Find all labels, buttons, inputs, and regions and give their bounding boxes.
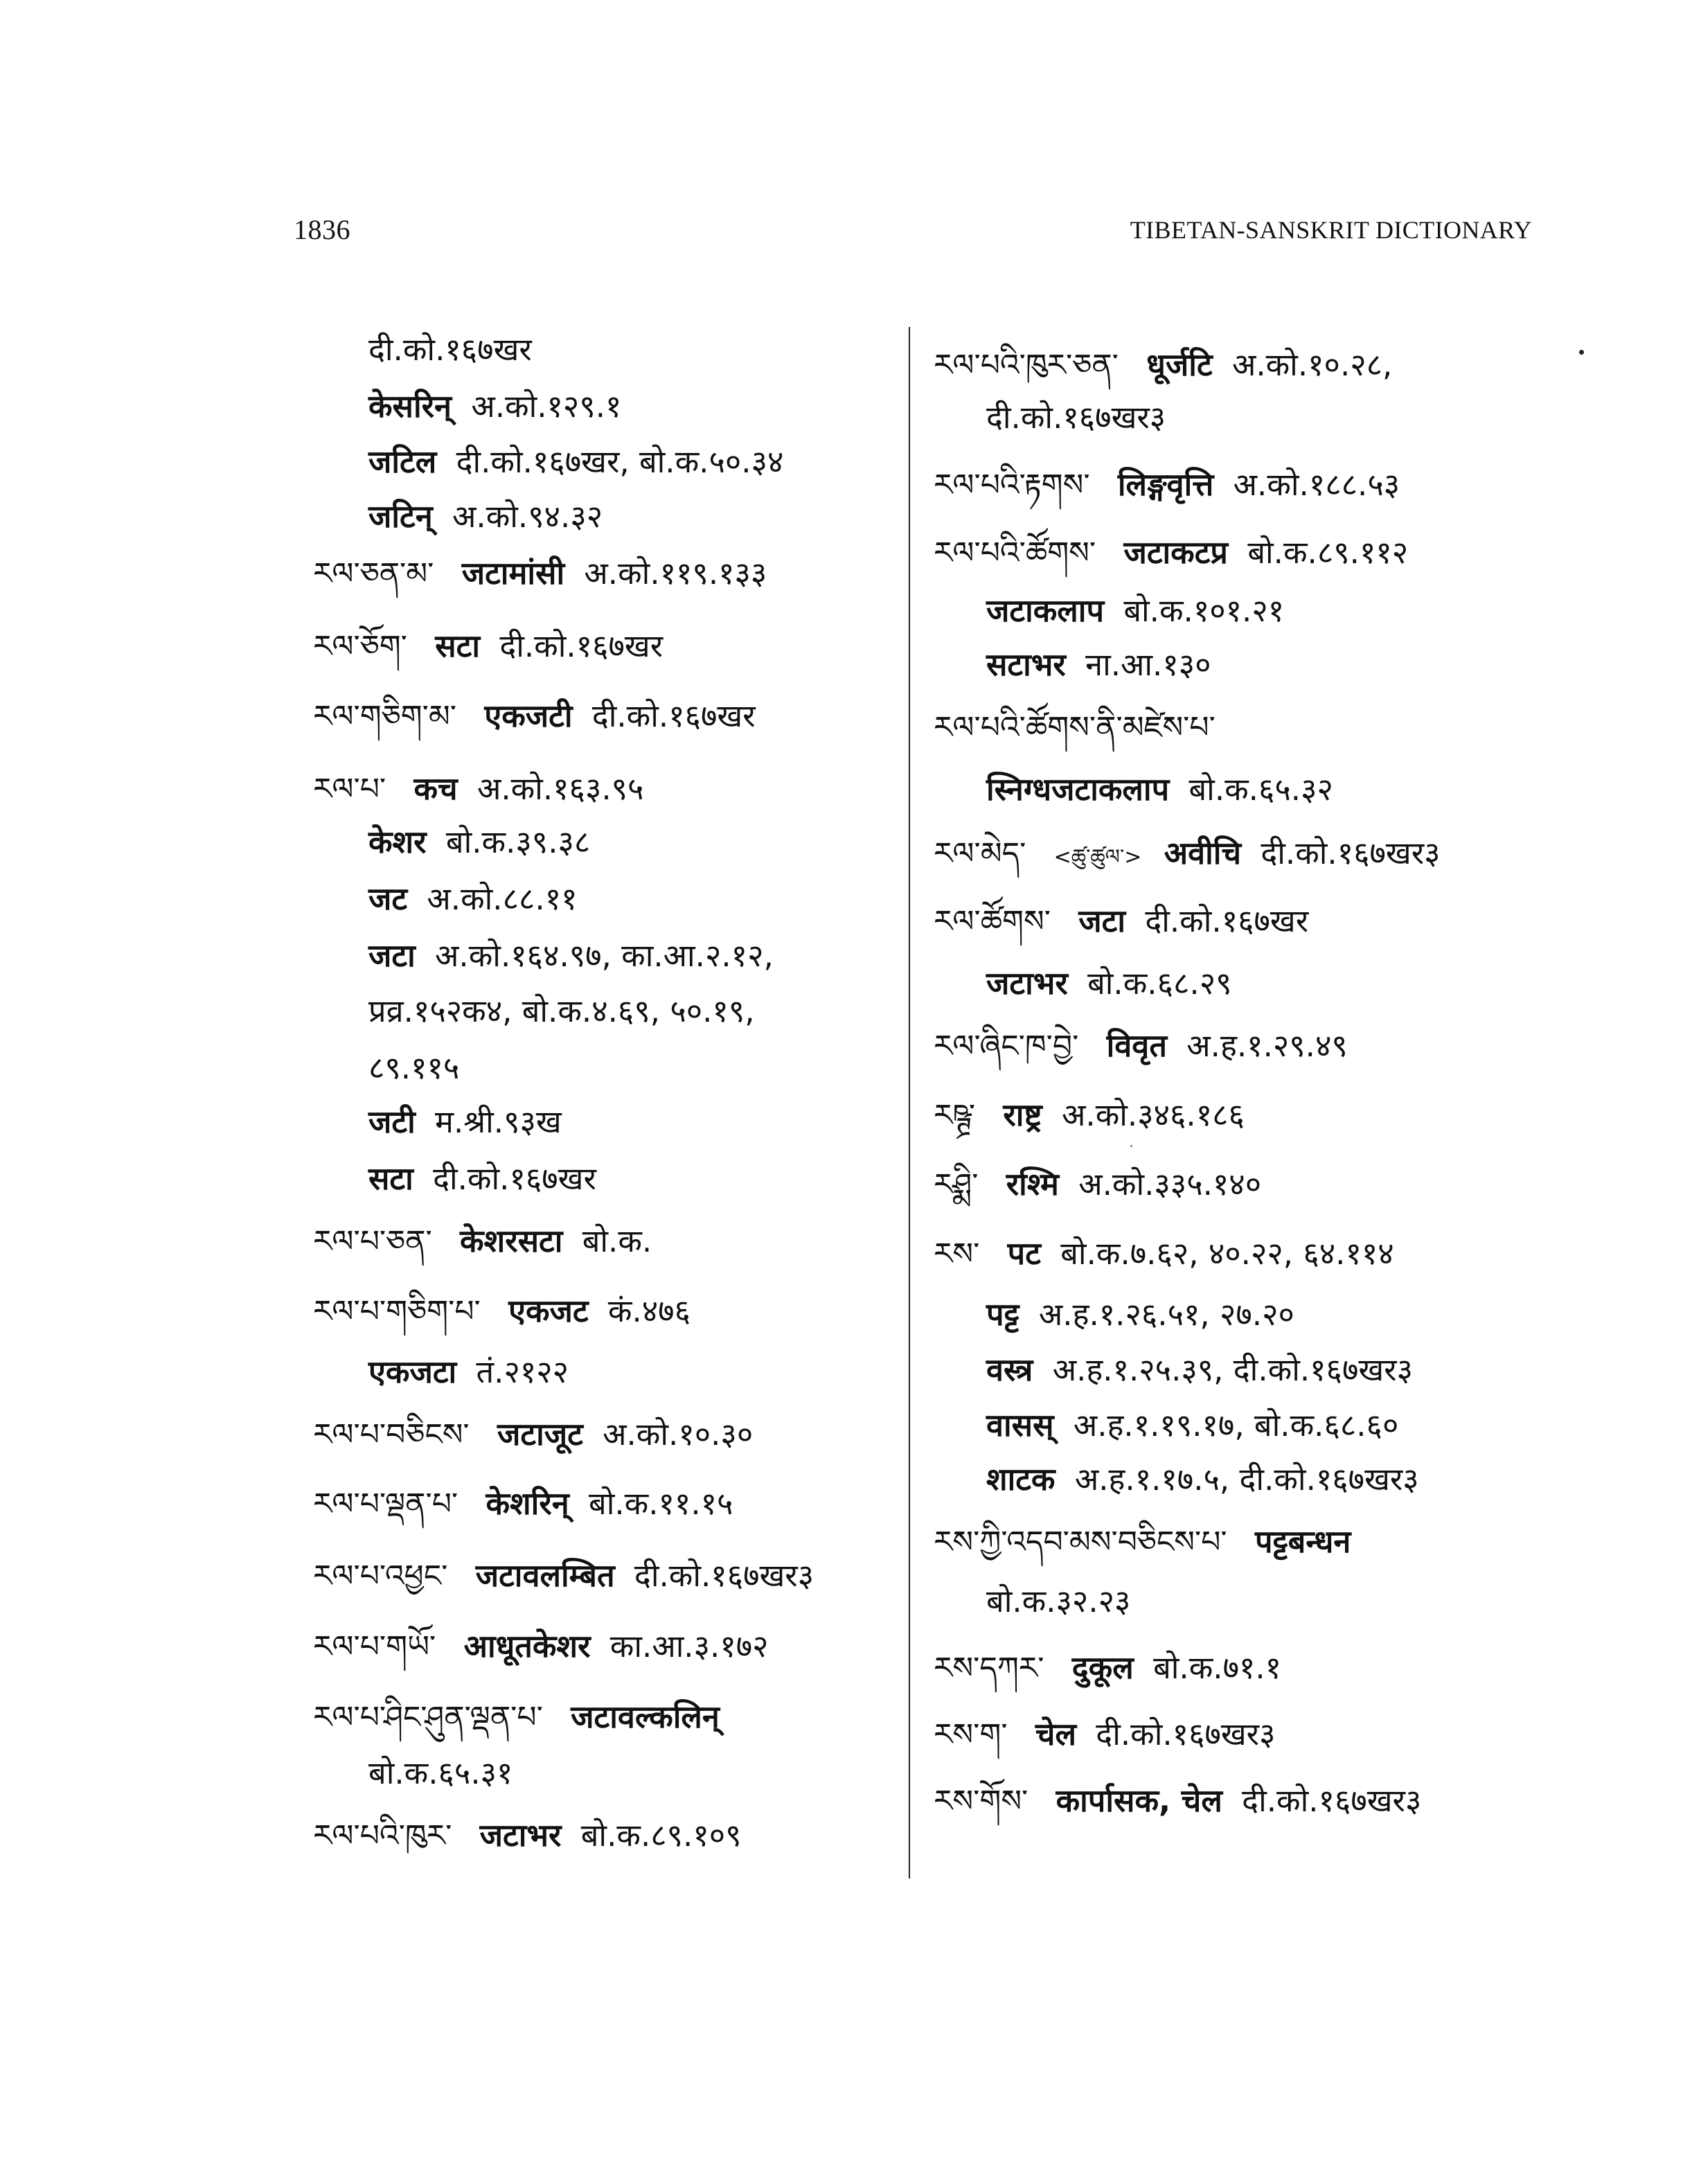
entry-sanskrit: वस्त्र	[986, 1351, 1033, 1388]
entry-line	[934, 900, 1308, 942]
entry-tibetan: རས་	[934, 1236, 980, 1272]
entry-reference: का.आ.३.१७२	[609, 1628, 769, 1664]
entry-tibetan: རལ་གཅིག་མ་	[313, 699, 457, 734]
entry-reference: अ.को.९४.३२	[452, 498, 603, 535]
entry-line	[313, 625, 663, 667]
entry-line	[368, 822, 590, 863]
entry-sanskrit: कार्पासक, चेल	[1056, 1782, 1222, 1819]
entry-reference: दी.को.१६७खर३	[986, 399, 1166, 436]
entry-reference: अ.को.३३५.१४०	[1078, 1166, 1262, 1202]
entry-sanskrit: एकजटी	[484, 698, 573, 734]
entry-line	[934, 344, 1392, 386]
entry-reference: प्रव्र.१५२क४, बो.क.४.६९, ५०.१९,	[368, 993, 755, 1029]
entry-reference: अ.को.१०.२८,	[1231, 346, 1393, 383]
entry-line	[368, 1101, 562, 1143]
entry-tibetan: རལ་པ་གཅིག་པ་	[313, 1294, 481, 1329]
entry-sanskrit: जटाकटप्र	[1123, 534, 1229, 571]
entry-line	[368, 386, 621, 427]
entry-tibetan: རལ་པའི་རྟགས་	[934, 468, 1090, 503]
entry-sanskrit: जटिल	[368, 443, 437, 480]
entry-line	[313, 768, 643, 810]
entry-reference: अ.को.८८.११	[427, 880, 578, 917]
entry-reference: अ.को.३४६.१८६	[1062, 1097, 1245, 1133]
entry-tibetan: རལ་ཅོག་	[313, 629, 407, 664]
entry-line	[313, 1414, 753, 1455]
entry-line	[368, 935, 774, 977]
entry-reference: बो.क.११.१५	[589, 1485, 733, 1522]
entry-reference: दी.को.१६७खर, बो.क.५०.३४	[456, 443, 784, 480]
entry-reference: दी.को.१६७खर	[499, 628, 664, 664]
entry-reference: अ.को.१०.३०	[603, 1416, 754, 1453]
entry-line	[986, 963, 1232, 1004]
entry-reference: दी.को.१६७खर	[591, 698, 756, 734]
entry-sanskrit: जटावलम्बित	[475, 1557, 615, 1594]
entry-tibetan: རལ་པ་བཅིངས་	[313, 1417, 470, 1453]
entry-sanskrit: जटाभर	[479, 1817, 562, 1854]
entry-line	[313, 1290, 691, 1332]
entry-line	[986, 1294, 1294, 1335]
entry-sanskrit: एकजट	[508, 1293, 589, 1329]
entry-reference: बो.क.६५.३१	[368, 1755, 513, 1791]
entry-tibetan: རཤྨི་	[934, 1167, 979, 1202]
entry-sanskrit: जट	[368, 880, 408, 917]
entry-sanskrit: दुकूल	[1071, 1649, 1134, 1686]
entry-line	[986, 644, 1211, 686]
entry-reference: अ.ह.१.१७.५, दी.को.१६७खर३	[1074, 1461, 1419, 1498]
entry-tibetan: རཥྚྲ་	[934, 1098, 976, 1133]
entry-tibetan: རལ་ཅན་མ་	[313, 556, 434, 592]
entry-sanskrit: पट्टबन्धन	[1255, 1523, 1351, 1560]
entry-tibetan: རས་ག་	[934, 1717, 1008, 1752]
entry-reference: बो.क.	[582, 1223, 652, 1259]
page-number: 1836	[294, 214, 350, 245]
entry-sanskrit: सटा	[435, 628, 480, 664]
entry-tibetan: རས་དཀར་	[934, 1651, 1044, 1686]
entry-sanskrit: जटी	[368, 1103, 416, 1140]
entry-line	[934, 464, 1400, 506]
entry-sanskrit: पट्ट	[986, 1296, 1019, 1333]
entry-tibetan: རལ་པ་འཕྱང་	[313, 1559, 448, 1594]
entry-line	[368, 329, 532, 371]
entry-reference: दी.को.१६७खर	[368, 331, 532, 368]
entry-sanskrit: चेल	[1035, 1716, 1076, 1752]
entry-reference: दी.को.१६७खर३	[1261, 835, 1441, 871]
entry-tibetan: རལ་པ་ཅན་	[313, 1224, 432, 1259]
entry-reference: दी.को.१६७खर३	[634, 1557, 814, 1594]
entry-reference: अ.ह.१.२५.३९, दी.को.१६७खर३	[1052, 1351, 1413, 1388]
entry-sanskrit: धूर्जटि	[1146, 346, 1213, 383]
entry-reference: बो.क.३९.३८	[445, 824, 591, 860]
entry-line	[368, 991, 755, 1032]
running-head: TIBETAN-SANSKRIT DICTIONARY	[1130, 216, 1532, 244]
entry-sanskrit: जटाजूट	[497, 1416, 583, 1453]
entry-sanskrit: एकजटा	[368, 1353, 457, 1390]
entry-line	[368, 496, 603, 538]
entry-line	[986, 1405, 1398, 1446]
entry-reference: अ.को.१६४.९७, का.आ.२.१२,	[435, 937, 774, 974]
entry-line	[986, 1581, 1130, 1622]
entry-reference: अ.को.१८८.५३	[1233, 466, 1400, 503]
entry-reference: अ.ह.१.२६.५१, २७.२०	[1038, 1296, 1294, 1333]
entry-line	[368, 1351, 569, 1393]
entry-line	[934, 532, 1408, 574]
entry-tibetan: རལ་པའི་ཚོགས་ནི་མཛེས་པ་	[934, 710, 1215, 745]
entry-line	[368, 1158, 596, 1200]
entry-reference: म.श्री.९३ख	[435, 1103, 562, 1140]
entry-line	[934, 1164, 1261, 1205]
entry-line	[313, 1696, 729, 1738]
entry-line	[313, 553, 767, 594]
entry-sanskrit: विवृत	[1106, 1027, 1167, 1064]
entry-line	[313, 1555, 814, 1597]
entry-sanskrit: सटाभर	[986, 646, 1066, 683]
entry-line	[313, 1220, 652, 1262]
entry-sanskrit: वासस्	[986, 1407, 1054, 1444]
entry-reference: बो.क.६८.२९	[1087, 965, 1232, 1002]
entry-tibetan: རས་ཀྱི་འདབ་མས་བཅིངས་པ་	[934, 1525, 1227, 1560]
entry-sanskrit: रश्मि	[1006, 1166, 1059, 1202]
entry-sanskrit: शाटक	[986, 1461, 1056, 1498]
entry-sanskrit: सटा	[368, 1160, 413, 1197]
entry-line	[368, 1752, 513, 1794]
entry-tibetan: རལ་པའི་ཚོགས་	[934, 535, 1096, 571]
entry-tibetan: རལ་པའི་ཁུར་	[313, 1818, 452, 1854]
entry-line	[934, 1094, 1245, 1136]
entry-line	[934, 1521, 1360, 1563]
entry-line	[986, 397, 1166, 438]
entry-sanskrit: जटामांसी	[461, 555, 565, 592]
stray-mark	[1130, 1145, 1132, 1147]
entry-reference: कं.४७६	[607, 1293, 691, 1329]
entry-line	[986, 1349, 1413, 1391]
entry-reference: तं.२१२२	[476, 1353, 569, 1390]
entry-sanskrit: केशरसटा	[460, 1223, 563, 1259]
entry-line	[986, 769, 1333, 810]
entry-reference: अ.को.१६३.९५	[477, 770, 644, 807]
entry-reference: बो.क.७१.१	[1153, 1649, 1282, 1686]
entry-sanskrit: जटिन्	[368, 498, 433, 535]
entry-sanskrit: कच	[413, 770, 458, 807]
entry-reference: बो.क.८९.१०९	[580, 1817, 742, 1854]
entry-reference: दी.को.१६७खर	[1145, 903, 1309, 939]
entry-tibetan: རལ་པ་གཡོ་	[313, 1629, 436, 1664]
entry-reference: दी.को.१६७खर३	[1242, 1782, 1422, 1819]
entry-line	[986, 590, 1284, 632]
entry-line	[313, 695, 756, 737]
entry-reference: बो.क.६५.३२	[1188, 771, 1333, 808]
entry-line	[313, 1483, 733, 1525]
entry-reference: अ.को.११९.१३३	[584, 555, 767, 592]
entry-sanskrit: जटा	[368, 937, 416, 974]
entry-line	[934, 1647, 1281, 1689]
entry-sanskrit: स्निग्धजटाकलाप	[986, 771, 1170, 808]
entry-sanskrit: केशर	[368, 824, 427, 860]
entry-tibetan: རལ་པ་ལྡན་པ་	[313, 1486, 458, 1522]
entry-reference: ना.आ.१३०	[1085, 646, 1211, 683]
entry-sanskrit: जटाभर	[986, 965, 1068, 1002]
entry-reference: दी.को.१६७खर३	[1096, 1716, 1276, 1752]
entry-sanskrit: अवीचि	[1164, 835, 1242, 871]
entry-grammar-tag: <ཚུ་ཚུལ་>	[1053, 845, 1142, 869]
entry-line	[934, 1780, 1421, 1822]
entry-tibetan: རལ་མེད་	[934, 836, 1026, 871]
entry-line	[934, 833, 1441, 874]
entry-tibetan: རལ་ཞིང་ཁ་བྱེ་	[934, 1029, 1079, 1064]
entry-sanskrit: केसरिन्	[368, 388, 452, 425]
entry-reference: दी.को.१६७खर	[433, 1160, 596, 1197]
entry-line	[368, 441, 783, 483]
entry-reference: ८९.११५	[368, 1049, 460, 1086]
entry-sanskrit: जटावल्कलिन्	[571, 1698, 720, 1735]
entry-line	[368, 878, 578, 920]
entry-line	[313, 1626, 769, 1667]
entry-reference: बो.क.३२.२३	[986, 1583, 1131, 1619]
entry-line	[368, 1047, 459, 1089]
entry-sanskrit: जटाकलाप	[986, 592, 1105, 629]
entry-sanskrit: आधूतकेशर	[463, 1628, 591, 1664]
entry-sanskrit: राष्ट्र	[1003, 1097, 1042, 1133]
entry-sanskrit: जटा	[1078, 903, 1126, 939]
entry-reference: अ.को.१२९.१	[471, 388, 622, 425]
entry-sanskrit: लिङ्गवृत्ति	[1117, 466, 1214, 503]
entry-line	[313, 1815, 742, 1856]
entry-line	[986, 1459, 1419, 1500]
column-divider	[909, 327, 910, 1879]
entry-line	[934, 707, 1234, 748]
entry-tibetan: རས་གོས་	[934, 1784, 1028, 1819]
right-column	[914, 0, 1701, 2184]
entry-tibetan: རལ་ཚོགས་	[934, 904, 1051, 939]
entry-line	[934, 1025, 1348, 1067]
entry-line	[934, 1714, 1276, 1755]
entry-reference: बो.क.८९.११२	[1247, 534, 1409, 571]
entry-tibetan: རལ་པ་ཤིང་ཤུན་ལྡན་པ་	[313, 1700, 543, 1735]
entry-reference: बो.क.१०१.२१	[1123, 592, 1285, 629]
entry-tibetan: རལ་པ་	[313, 772, 386, 807]
entry-sanskrit: केशरिन्	[486, 1485, 569, 1522]
entry-reference: बो.क.७.६२, ४०.२२, ६४.११४	[1060, 1235, 1394, 1272]
entry-reference: अ.ह.१.१९.१७, बो.क.६८.६०	[1073, 1407, 1399, 1444]
entry-reference: अ.ह.१.२९.४९	[1186, 1027, 1348, 1064]
stray-mark	[1579, 350, 1584, 355]
entry-tibetan: རལ་པའི་ཁུར་ཅན་	[934, 348, 1119, 383]
entry-sanskrit: पट	[1007, 1235, 1041, 1272]
entry-line	[934, 1233, 1394, 1275]
